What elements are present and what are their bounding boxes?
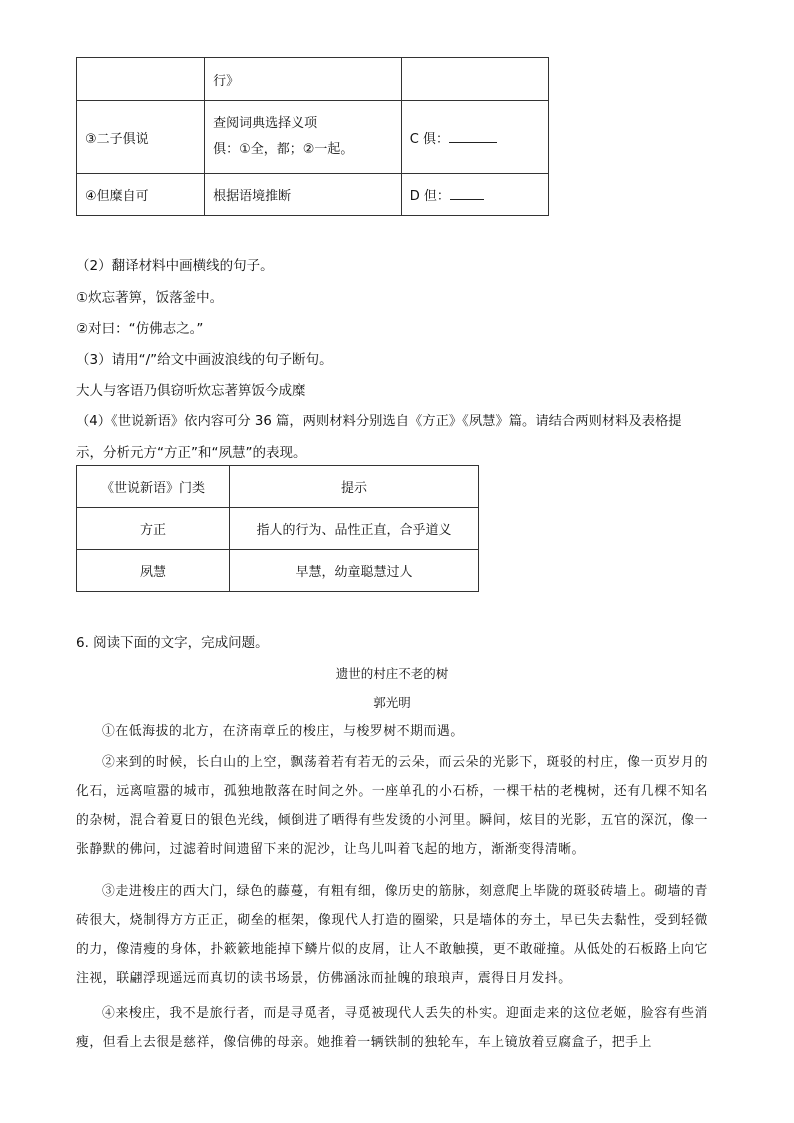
question-3-sentence: 大人与客语乃俱窃听炊忘著箅饭今成糜 bbox=[76, 383, 306, 399]
answer-blank[interactable] bbox=[450, 187, 484, 200]
cell-text: 行》 bbox=[213, 73, 240, 89]
table-cell: 早慧，幼童聪慧过人 bbox=[230, 550, 479, 592]
table-cell bbox=[77, 58, 205, 101]
table-cell: ④但糜自可 bbox=[77, 174, 205, 216]
column-header: 提示 bbox=[230, 466, 479, 508]
table-row bbox=[77, 174, 549, 216]
table-header-row bbox=[77, 466, 479, 508]
answer-label: C 俱： bbox=[409, 131, 449, 147]
essay-title: 遗世的村庄不老的树 bbox=[335, 666, 449, 681]
essay-author: 郭光明 bbox=[373, 695, 411, 710]
question-2-item-2: ②对曰：“仿佛志之。” bbox=[76, 321, 204, 337]
question-4-line-1: （4）《世说新语》依内容可分 36 篇，两则材料分别选自《方正》《夙慧》篇。请结合两则材料及表格提 bbox=[76, 414, 682, 429]
essay-paragraph-2: ②来到的时候，长白山的上空，飘荡着若有若无的云朵，而云朵的光影下，斑驳的村庄，像一页岁月的化石，远离喧嚣的城市，孤独地散落在时间之外。一座单孔的小石桥，一棵干枯的老槐树，还有几棵不知名的杂树，混合着夏日的银色光线，倾倒进了晒得有些发烫的小河里。瞬间，炫目的光影，五官的深沉，像一张静默的佛问，过滤着时间遗留下来的泥沙，让鸟儿叫着飞起的地方，渐渐变得清晰。 bbox=[76, 755, 708, 857]
essay-paragraph-4: ④来梭庄，我不是旅行者，而是寻觅者，寻觅被现代人丢失的朴实。迎面走来的这位老姬，脸容有些消瘦，但看上去很是慈祥，像信佛的母亲。她推着一辆铁制的独轮车，车上镜放着豆腐盒子，把手上 bbox=[76, 1006, 708, 1050]
essay-paragraph-1: ①在低海拔的北方，在济南章丘的梭庄，与梭罗树不期而遇。 bbox=[102, 724, 464, 739]
table-cell: 夙慧 bbox=[77, 550, 230, 592]
table-row bbox=[77, 508, 479, 550]
section-6-heading: 6. 阅读下面的文字，完成问题。 bbox=[76, 635, 269, 651]
table-row bbox=[77, 58, 549, 101]
question-4-line-2: 示，分析元方“方正”和“夙慧”的表现。 bbox=[76, 445, 307, 461]
table-cell: 指人的行为、品性正直，合乎道义 bbox=[230, 508, 479, 550]
vocab-method-table bbox=[76, 57, 549, 216]
table-cell bbox=[205, 58, 402, 101]
cell-text: 俱：①全，都；②一起。 bbox=[213, 142, 354, 157]
table-cell: 方正 bbox=[77, 508, 230, 550]
question-3: （3）请用“/”给文中画波浪线的句子断句。 bbox=[76, 352, 333, 368]
answer-cell bbox=[401, 101, 548, 174]
column-header: 《世说新语》门类 bbox=[77, 466, 230, 508]
answer-cell bbox=[401, 174, 548, 216]
table-cell: ③二子俱说 bbox=[77, 101, 205, 174]
cell-text: 查阅词典选择义项 bbox=[213, 116, 318, 131]
table-row bbox=[77, 550, 479, 592]
answer-label: D 但： bbox=[409, 189, 450, 204]
category-hint-table bbox=[76, 465, 479, 592]
cell-text: 根据语境推断 bbox=[213, 189, 292, 204]
table-row bbox=[77, 101, 549, 174]
table-cell bbox=[205, 101, 402, 174]
question-2: （2）翻译材料中画横线的句子。 bbox=[76, 258, 274, 274]
table-cell bbox=[205, 174, 402, 216]
question-2-item-1: ①炊忘著箅，饭落釜中。 bbox=[76, 290, 224, 306]
table-cell bbox=[401, 58, 548, 101]
answer-blank[interactable] bbox=[449, 130, 497, 143]
essay-paragraph-3: ③走进梭庄的西大门，绿色的藤蔓，有粗有细，像历史的筋脉，刻意爬上毕陇的斑驳砖墙上。砌墙的青砖很大，烧制得方方正正，砌垒的框架，像现代人打造的圈梁，只是墙体的夯土，早已失去黏性，受到轻微的力，像清瘦的身体，扑簌簌地能掉下鳞片似的皮屑，让人不敢触摸，更不敢碰撞。从低处的石板路上向它注视，联翩浮现遥远而真切的读书场景，仿佛涵泳而扯魄的琅琅声，震得日月发抖。 bbox=[76, 884, 708, 986]
